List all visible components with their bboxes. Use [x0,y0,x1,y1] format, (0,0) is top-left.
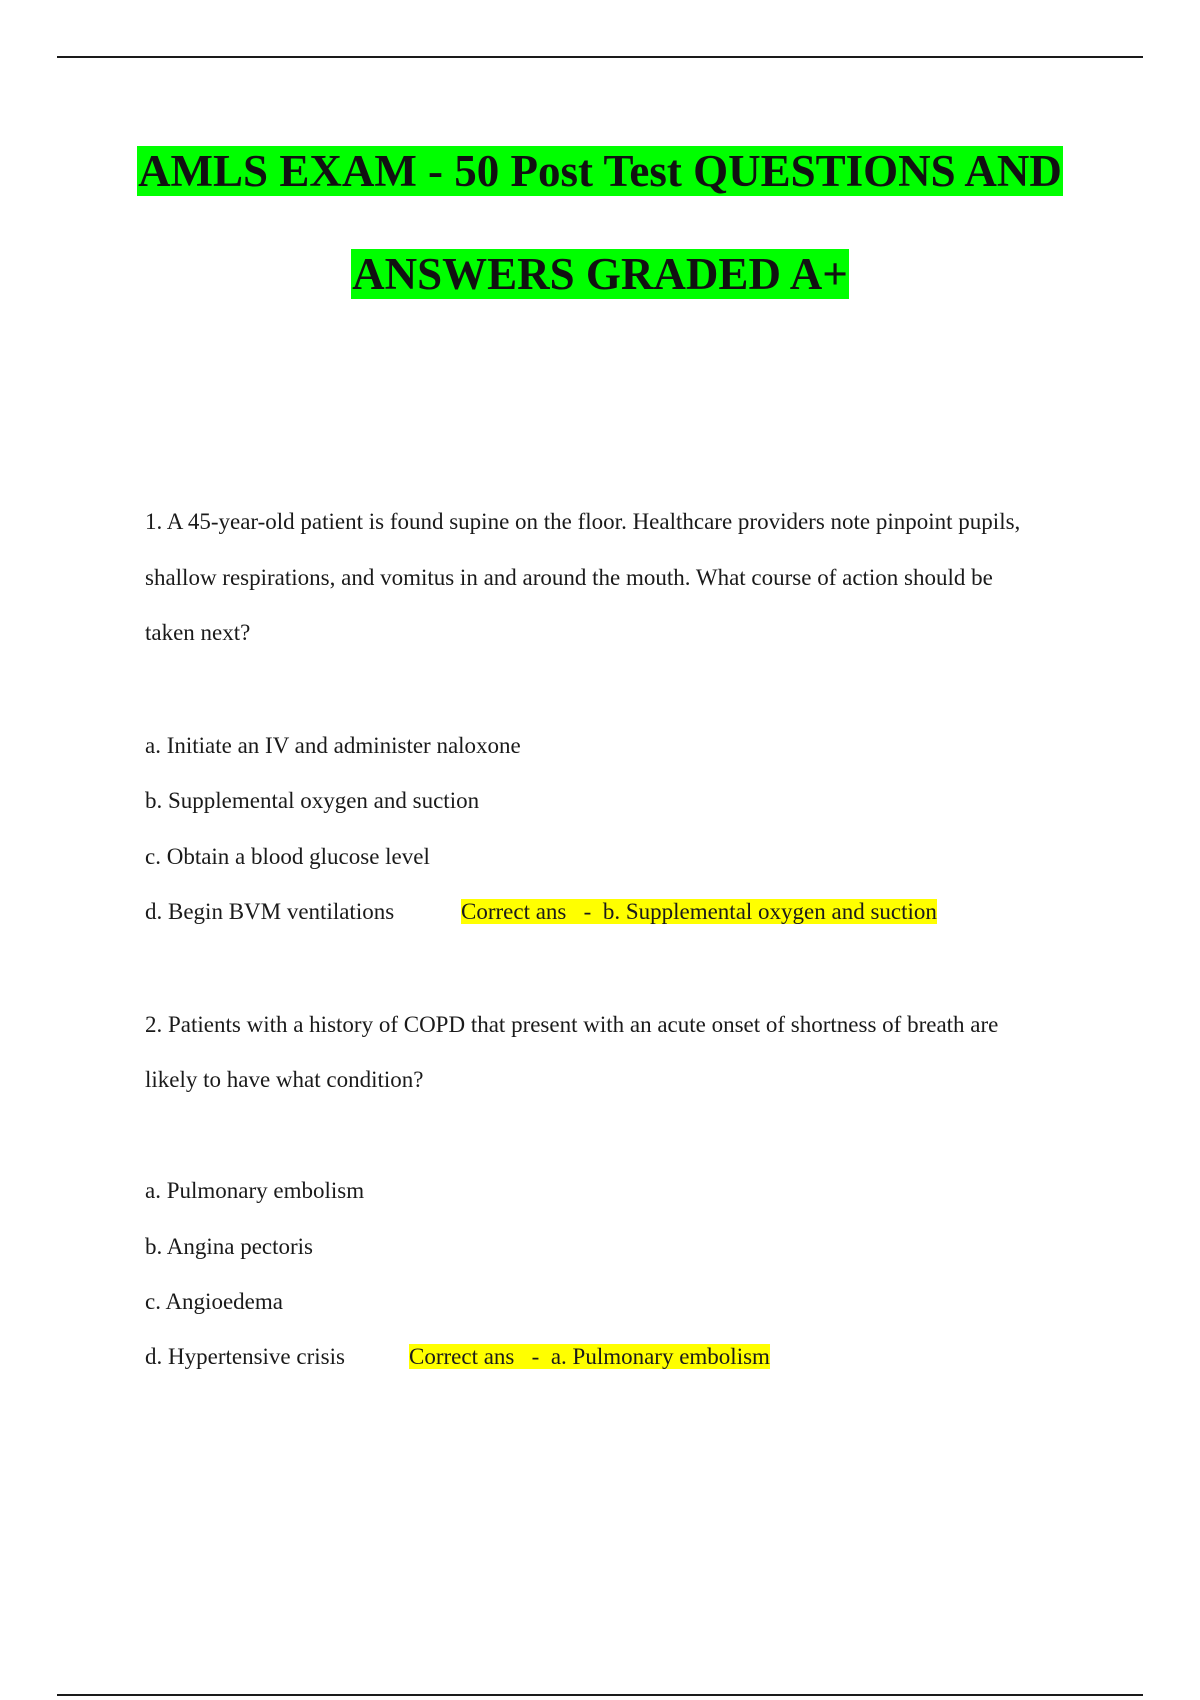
question-1-option-d: d. Begin BVM ventilations [145,899,395,924]
question-2-stem-line-2: likely to have what condition? [145,1067,424,1092]
bottom-rule [57,1694,1143,1696]
answer-label: Correct ans [461,899,567,924]
question-1-stem-line-3: taken next? [145,620,251,645]
question-2-option-d: d. Hypertensive crisis [145,1344,345,1369]
answer-text: a. Pulmonary embolism [550,1344,770,1369]
question-2-option-c: c. Angioedema [145,1289,283,1314]
answer-label: Correct ans [409,1344,515,1369]
document-title-line-1: AMLS EXAM - 50 Post Test QUESTIONS AND [138,146,1062,196]
question-1-option-a: a. Initiate an IV and administer naloxone [145,733,521,758]
top-rule [57,56,1143,58]
document-title-line-2: ANSWERS GRADED A+ [352,249,848,299]
question-1-stem-line-1: 1. A 45-year-old patient is found supine on the floor. Healthcare providers note pinpoint pupils, [145,509,1021,534]
question-1-option-c: c. Obtain a blood glucose level [145,844,430,869]
question-2-stem-line-1: 2. Patients with a history of COPD that present with an acute onset of shortness of breath are [145,1012,999,1037]
answer-separator: - [583,899,592,924]
question-2-option-a: a. Pulmonary embolism [145,1178,365,1203]
question-1-option-b: b. Supplemental oxygen and suction [145,788,480,813]
question-1-stem-line-2: shallow respirations, and vomitus in and around the mouth. What course of action should be [145,565,993,590]
question-2-correct-answer [409,1343,770,1371]
question-1-correct-answer [461,898,937,926]
question-2-option-b: b. Angina pectoris [145,1234,313,1259]
answer-text: b. Supplemental oxygen and suction [602,899,937,924]
answer-separator: - [531,1344,540,1369]
